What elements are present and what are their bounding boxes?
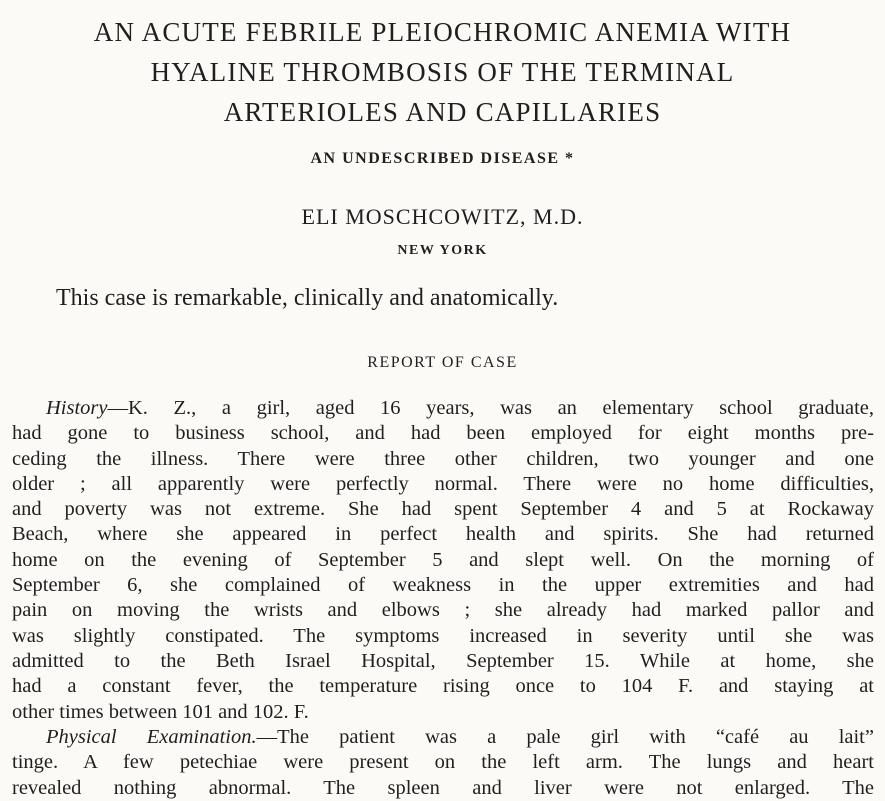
history-paragraph <box>12 396 874 725</box>
physical-exam-paragraph <box>12 725 874 801</box>
history-first-line: —K. Z., a girl, aged 16 years, was an elementary school graduate, <box>107 397 874 419</box>
paragraph-line: had gone to business school, and had been employed for eight months pre- <box>12 422 874 445</box>
physical-first-line: —The patient was a pale girl with “café au lait” <box>256 726 874 748</box>
author-location: NEW YORK <box>397 243 488 258</box>
section-heading: REPORT OF CASE <box>367 354 518 371</box>
paragraph-line: pain on moving the wrists and elbows ; she already had marked pallor and <box>12 599 874 622</box>
paragraph-line <box>12 396 874 421</box>
author-name: ELI MOSCHCOWITZ, M.D. <box>301 204 584 229</box>
paragraph-line: and poverty was not extreme. She had spent September 4 and 5 at Rockaway <box>12 498 874 521</box>
paragraph-line: September 6, she complained of weakness in the upper extremities and had <box>12 574 874 597</box>
paragraph-line: admitted to the Beth Israel Hospital, September 15. While at home, she <box>12 649 874 672</box>
paragraph-line: home on the evening of September 5 and slept well. On the morning of <box>12 548 874 571</box>
article-subtitle: AN UNDESCRIBED DISEASE * <box>310 150 575 167</box>
paragraph-line: older ; all apparently were perfectly normal. There were no home difficulties, <box>12 472 874 495</box>
paragraph-line: other times between 101 and 102. F. <box>12 700 309 723</box>
paragraph-line <box>12 725 874 750</box>
title-line-1: AN ACUTE FEBRILE PLEIOCHROMIC ANEMIA WITH <box>93 17 792 47</box>
paragraph-line: had a constant fever, the temperature rising once to 104 F. and staying at <box>12 675 874 698</box>
paragraph-line: revealed nothing abnormal. The spleen and liver were not enlarged. The <box>12 776 874 799</box>
paragraph-line: ceding the illness. There were three other children, two younger and one <box>12 447 874 470</box>
article-title <box>0 12 885 132</box>
paragraph-line: was slightly constipated. The symptoms increased in severity until she was <box>12 624 874 647</box>
paragraph-line: tinge. A few petechiae were present on the left arm. The lungs and heart <box>12 751 874 774</box>
paragraph-line: Beach, where she appeared in perfect health and spirits. She had returned <box>12 523 874 546</box>
intro-sentence: This case is remarkable, clinically and anatomically. <box>56 285 559 311</box>
history-label: History <box>46 397 108 419</box>
physical-label: Physical Examination. <box>46 726 257 748</box>
title-line-2: HYALINE THROMBOSIS OF THE TERMINAL <box>150 57 735 87</box>
title-line-3: ARTERIOLES AND CAPILLARIES <box>223 97 662 127</box>
